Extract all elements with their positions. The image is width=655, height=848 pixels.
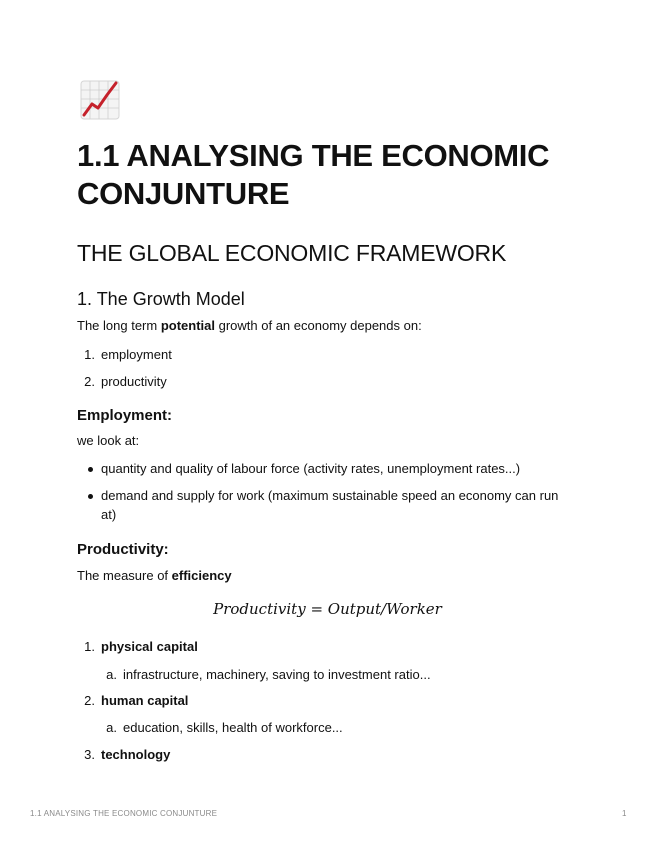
bullet-dot [88, 494, 93, 499]
intro-text-pre: The measure of [77, 568, 172, 583]
productivity-heading: Productivity: [77, 541, 169, 558]
growth-model-intro [77, 317, 422, 335]
footer-title: 1.1 ANALYSING THE ECONOMIC CONJUNTURE [30, 809, 218, 818]
sub-list-marker: a. [106, 667, 117, 682]
section-heading: THE GLOBAL ECONOMIC FRAMEWORK [77, 240, 507, 266]
employment-heading: Employment: [77, 407, 173, 424]
list-marker: 2. [84, 693, 95, 708]
intro-bold-term: efficiency [171, 568, 232, 583]
productivity-formula: Productivity = Output/Worker [213, 600, 442, 618]
intro-text-post: growth of an economy depends on: [215, 318, 422, 333]
list-item-label: physical capital [101, 639, 198, 654]
list-marker: 3. [84, 747, 95, 762]
list-item-text: employment [101, 347, 172, 362]
list-item-text: productivity [101, 374, 167, 389]
growth-model-heading: 1. The Growth Model [77, 289, 245, 309]
employment-intro: we look at: [77, 433, 140, 448]
bullet-dot [88, 467, 93, 472]
bullet-text: demand and supply for work (maximum sustainable speed an economy can run at) [101, 488, 559, 522]
page-number: 1 [622, 809, 627, 818]
list-marker: 2. [84, 374, 95, 389]
sub-list-text: education, skills, health of workforce... [123, 720, 343, 735]
list-marker: 1. [84, 639, 95, 654]
intro-bold-term: potential [160, 318, 215, 333]
page-title: 1.1 ANALYSING THE ECONOMIC CONJUNTURE [77, 138, 550, 211]
intro-text-pre: The long term [77, 318, 161, 333]
list-item-label: technology [101, 747, 171, 762]
productivity-intro [77, 567, 232, 585]
list-item-label: human capital [101, 693, 189, 708]
sub-list-text: infrastructure, machinery, saving to investment ratio... [123, 667, 431, 682]
bullet-text: quantity and quality of labour force (activity rates, unemployment rates...) [101, 461, 521, 476]
list-marker: 1. [84, 347, 95, 362]
chart-increasing-icon [80, 80, 120, 120]
sub-list-marker: a. [106, 720, 117, 735]
